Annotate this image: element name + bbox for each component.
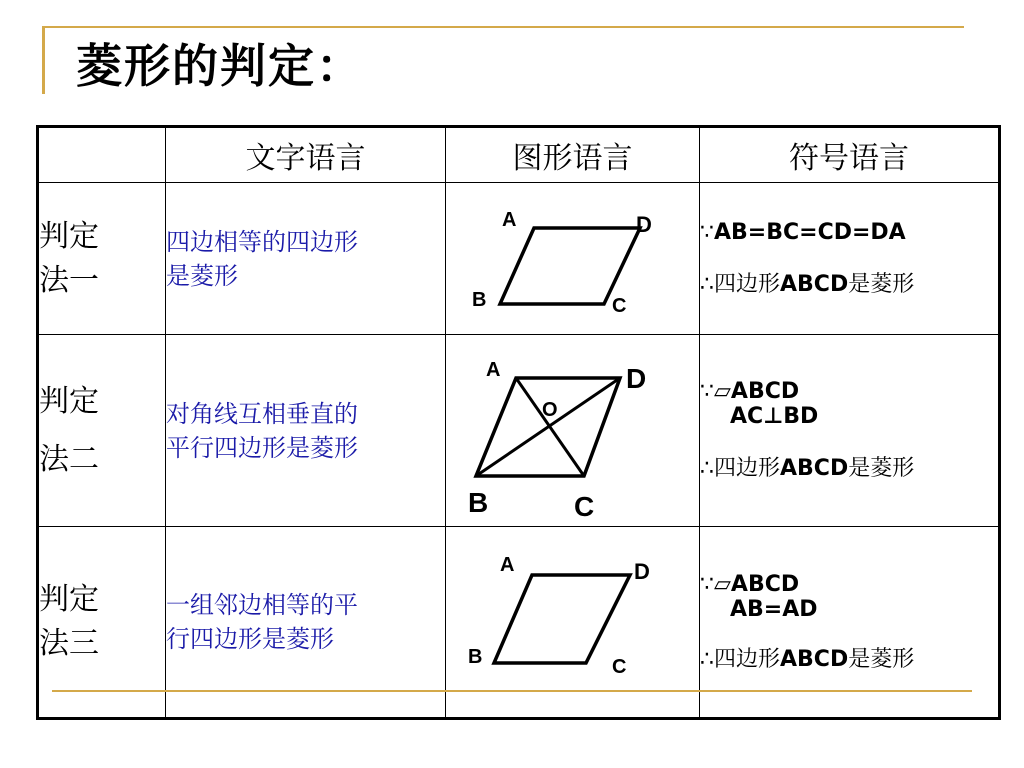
text-description [166, 183, 446, 335]
given-line [700, 572, 998, 597]
symbol-language [700, 183, 1000, 335]
rhombus-figure-svg [446, 527, 700, 717]
given-condition-2: AB=AD [730, 596, 818, 622]
conclusion-name: ABCD [780, 456, 849, 481]
table-row [38, 183, 1000, 335]
footer-accent-line [52, 690, 972, 692]
vertex-label-d: D [636, 211, 652, 237]
conclusion-suffix: 是菱形 [848, 456, 915, 481]
title-accent-vertical [42, 28, 45, 94]
conclusion-prefix: 四边形 [714, 646, 781, 672]
therefore-symbol: ∴ [700, 456, 714, 481]
vertex-label-d: D [634, 559, 650, 584]
text-description [166, 335, 446, 527]
description-line: 平行四边形是菱形 [166, 433, 358, 462]
header-empty [38, 127, 166, 183]
therefore-symbol: ∴ [700, 646, 714, 672]
because-symbol: ∵ [700, 379, 714, 404]
method-label-line: 法一 [39, 262, 99, 298]
vertex-label-b: B [472, 288, 487, 311]
symbol-language [700, 335, 1000, 527]
description-line: 一组邻边相等的平 [166, 591, 358, 619]
given-line [700, 220, 998, 245]
header-text-language: 文字语言 [166, 127, 446, 183]
page-title: 菱形的判定： [76, 39, 364, 93]
rhombus-criteria-table [36, 125, 1001, 720]
method-label-line: 判定 [39, 582, 99, 617]
vertex-label-a: A [500, 554, 515, 576]
conclusion-suffix: 是菱形 [848, 271, 915, 297]
description-line: 四边相等的四边形 [166, 227, 358, 256]
rhombus-shape [494, 575, 630, 663]
center-label-o: O [542, 398, 558, 421]
conclusion-name: ABCD [780, 271, 849, 297]
because-symbol: ∵ [700, 219, 714, 245]
conclusion-line [700, 451, 998, 482]
vertex-label-d: D [626, 362, 647, 394]
vertex-label-a: A [486, 358, 501, 381]
description-line: 对角线互相垂直的 [166, 399, 358, 428]
conclusion-prefix: 四边形 [714, 271, 781, 297]
method-label-line: 法二 [39, 441, 99, 477]
given-condition: ▱ABCD [714, 379, 800, 404]
conclusion-line [700, 642, 998, 673]
method-label-line: 判定 [39, 218, 99, 254]
conclusion-suffix: 是菱形 [848, 646, 915, 672]
vertex-label-c: C [612, 294, 627, 317]
rhombus-shape [500, 228, 640, 304]
rhombus-figure-svg [446, 184, 700, 334]
header-row [38, 127, 1000, 183]
header-figure-language: 图形语言 [446, 127, 700, 183]
conclusion-prefix: 四边形 [714, 456, 781, 481]
description-line: 行四边形是菱形 [166, 625, 334, 653]
vertex-label-b: B [468, 646, 483, 668]
rhombus-diagonals-figure-svg [446, 336, 700, 526]
because-symbol: ∵ [700, 571, 714, 597]
method-label [38, 335, 166, 527]
given-line [700, 379, 998, 404]
vertex-label-c: C [612, 656, 627, 678]
vertex-label-a: A [502, 208, 517, 231]
therefore-symbol: ∴ [700, 271, 714, 297]
conclusion-line [700, 267, 998, 298]
rhombus-figure [446, 183, 700, 335]
rhombus-figure [446, 335, 700, 527]
description-line: 是菱形 [166, 261, 238, 290]
conclusion-name: ABCD [780, 646, 849, 672]
title-accent-horizontal [42, 26, 964, 28]
header-symbol-language: 符号语言 [700, 127, 1000, 183]
table-row [38, 335, 1000, 527]
vertex-label-b: B [468, 486, 489, 518]
given-condition-2: AC⊥BD [730, 404, 819, 429]
given-condition: ▱ABCD [714, 571, 800, 597]
vertex-label-c: C [574, 490, 595, 522]
method-label [38, 183, 166, 335]
method-label-line: 判定 [39, 383, 99, 419]
method-label-line: 法三 [39, 626, 99, 661]
given-condition: AB=BC=CD=DA [714, 219, 906, 245]
